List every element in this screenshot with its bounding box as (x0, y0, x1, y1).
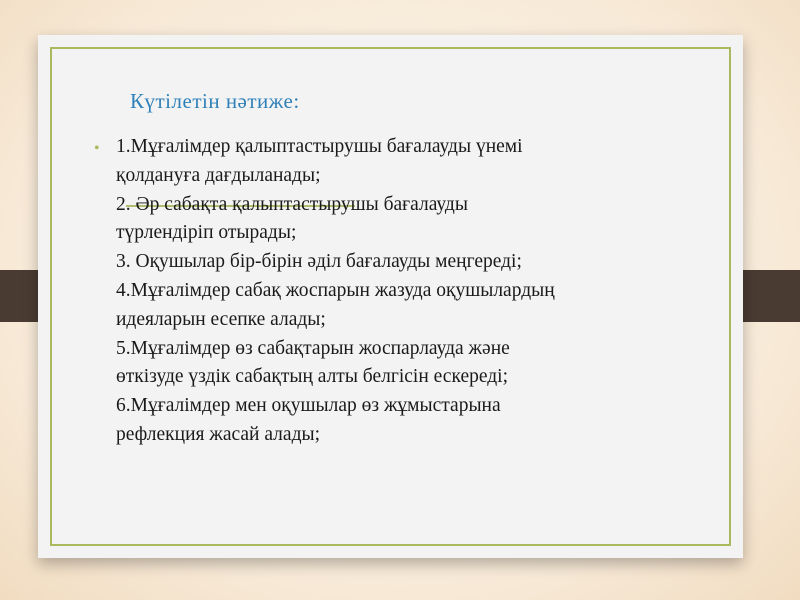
decorative-bar-right (743, 270, 800, 322)
body-line: 3. Оқушылар бір-бірін әділ бағалауды меңгереді; (116, 251, 522, 273)
body-text (116, 133, 736, 450)
body-line: өткізуде үздік сабақтың алты белгісін ескереді; (116, 366, 508, 388)
decorative-bar-left (0, 270, 38, 322)
body-line: 6.Мұғалімдер мен оқушылар өз жұмыстарына (116, 395, 501, 417)
body-line: 1.Мұғалімдер қалыптастырушы бағалауды үнемі (116, 136, 523, 157)
body-line: 4.Мұғалімдер сабақ жоспарын жазуда оқушылардың (116, 279, 555, 301)
body-line: қолдануға дағдыланады; (116, 164, 321, 186)
slide-content (96, 133, 736, 450)
body-line: рефлекция жасай алады; (116, 423, 321, 445)
slide-title: Күтілетін нәтиже: (130, 89, 300, 113)
body-line: 5.Мұғалімдер өз сабақтарын жоспарлауда және (116, 337, 510, 359)
body-line: түрлендіріп отырады; (116, 222, 297, 244)
bullet-dot-icon: • (94, 140, 100, 157)
body-line: 2. Әр сабақта қалыптастырушы бағалауды (116, 193, 468, 215)
slide-panel (38, 35, 743, 558)
body-line: идеяларын есепке алады; (116, 308, 326, 330)
